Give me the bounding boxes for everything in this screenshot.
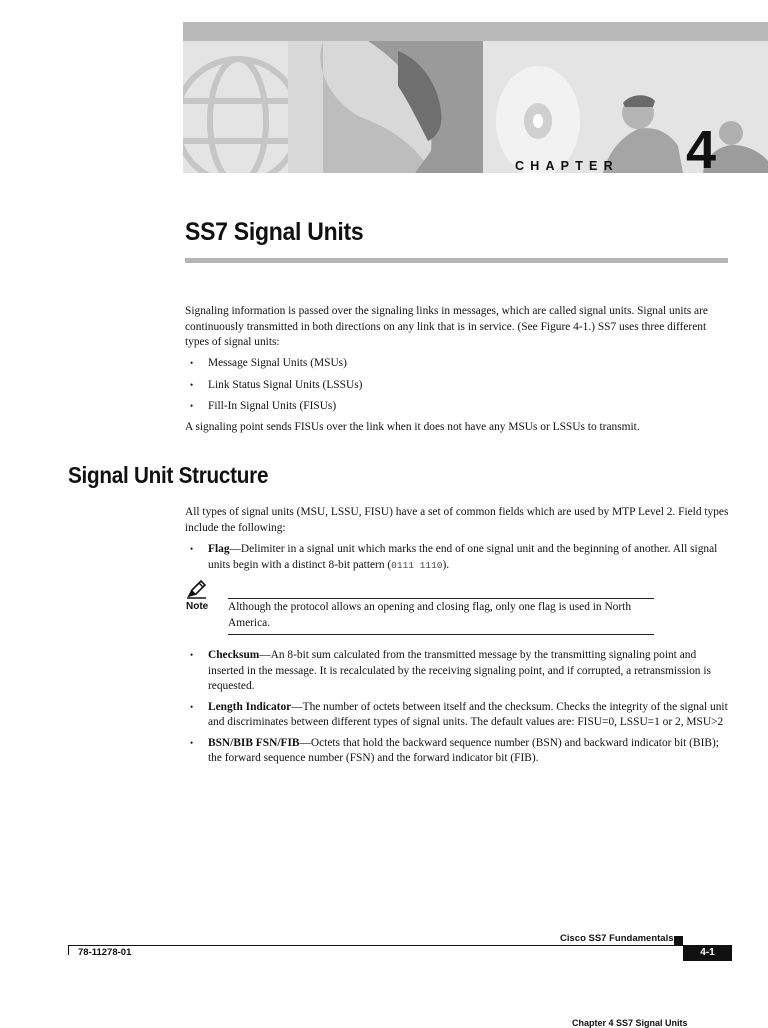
title-rule xyxy=(185,258,728,263)
flag-list xyxy=(185,542,730,573)
chapter-banner xyxy=(183,22,768,173)
list-item: • Checksum—An 8-bit sum calculated from the transmitted message by the transmitting signaling point and inserted in the message. It is recalculated by the receiving signaling point, and if corrupted, a retransmission is requested. xyxy=(190,649,711,692)
list-item: • Link Status Signal Units (LSSUs) xyxy=(190,378,363,391)
page-number: 4-1 xyxy=(683,945,732,961)
field-term: Flag xyxy=(208,543,230,555)
footer-marker xyxy=(674,936,683,945)
note-rule-bottom xyxy=(228,634,654,635)
field-term: Length Indicator xyxy=(208,700,292,713)
flag-pattern: 0111 1110 xyxy=(391,559,443,571)
page-title: SS7 Signal Units xyxy=(185,218,364,246)
footer-tick xyxy=(68,945,69,955)
footer-book-title: Cisco SS7 Fundamentals xyxy=(560,933,674,944)
chapter-number: 4 xyxy=(686,120,717,180)
field-term: BSN/BIB FSN/FIB xyxy=(208,736,300,749)
intro-paragraph: Signaling information is passed over the signaling links in messages, which are called signal units. Signal units are continuously transmitted in both directions on any link that is in service. (See Figure 4-1.) SS7 uses three different types of signal units: xyxy=(185,305,708,348)
banner-illustration xyxy=(183,41,768,173)
note-rule-top xyxy=(228,598,654,599)
list-item: • Length Indicator—The number of octets between itself and the checksum. Checks the integrity of the signal unit and discriminates between different types of signal units. The default values are: FISU=0, LSSU=1 or 2, MSU>2 xyxy=(190,700,728,728)
pencil-icon xyxy=(186,579,208,599)
running-head: Chapter 4 SS7 Signal Units xyxy=(572,1018,688,1028)
banner-top-bar xyxy=(183,22,768,41)
intro-closing: A signaling point sends FISUs over the link when it does not have any MSUs or LSSUs to transmit. xyxy=(185,421,640,433)
list-item: • Fill-In Signal Units (FISUs) xyxy=(190,400,337,412)
chapter-label: CHAPTER xyxy=(515,159,619,173)
list-item: • Flag—Delimiter in a signal unit which marks the end of one signal unit and the beginning of another. All signal units begin with a distinct 8-bit pattern (0111 1110). xyxy=(190,543,718,571)
section-title: Signal Unit Structure xyxy=(68,462,269,488)
signal-unit-types-list xyxy=(185,356,730,415)
footer-doc-number: 78-11278-01 xyxy=(78,947,132,958)
list-item: • Message Signal Units (MSUs) xyxy=(190,357,347,369)
footer-rule xyxy=(68,945,732,946)
list-item: • BSN/BIB FSN/FIB—Octets that hold the backward sequence number (BSN) and backward indicator bit (BIB); the forward sequence number (FSN) and the forward indicator bit (FIB). xyxy=(190,736,719,764)
note-label: Note xyxy=(186,601,209,612)
field-term: Checksum xyxy=(208,649,260,661)
note-text: Although the protocol allows an opening and closing flag, only one flag is used in North America. xyxy=(228,601,632,629)
section-paragraph: All types of signal units (MSU, LSSU, FISU) have a set of common fields which are used by MTP Level 2. Field types include the following: xyxy=(185,506,729,534)
field-types-list xyxy=(185,648,730,767)
